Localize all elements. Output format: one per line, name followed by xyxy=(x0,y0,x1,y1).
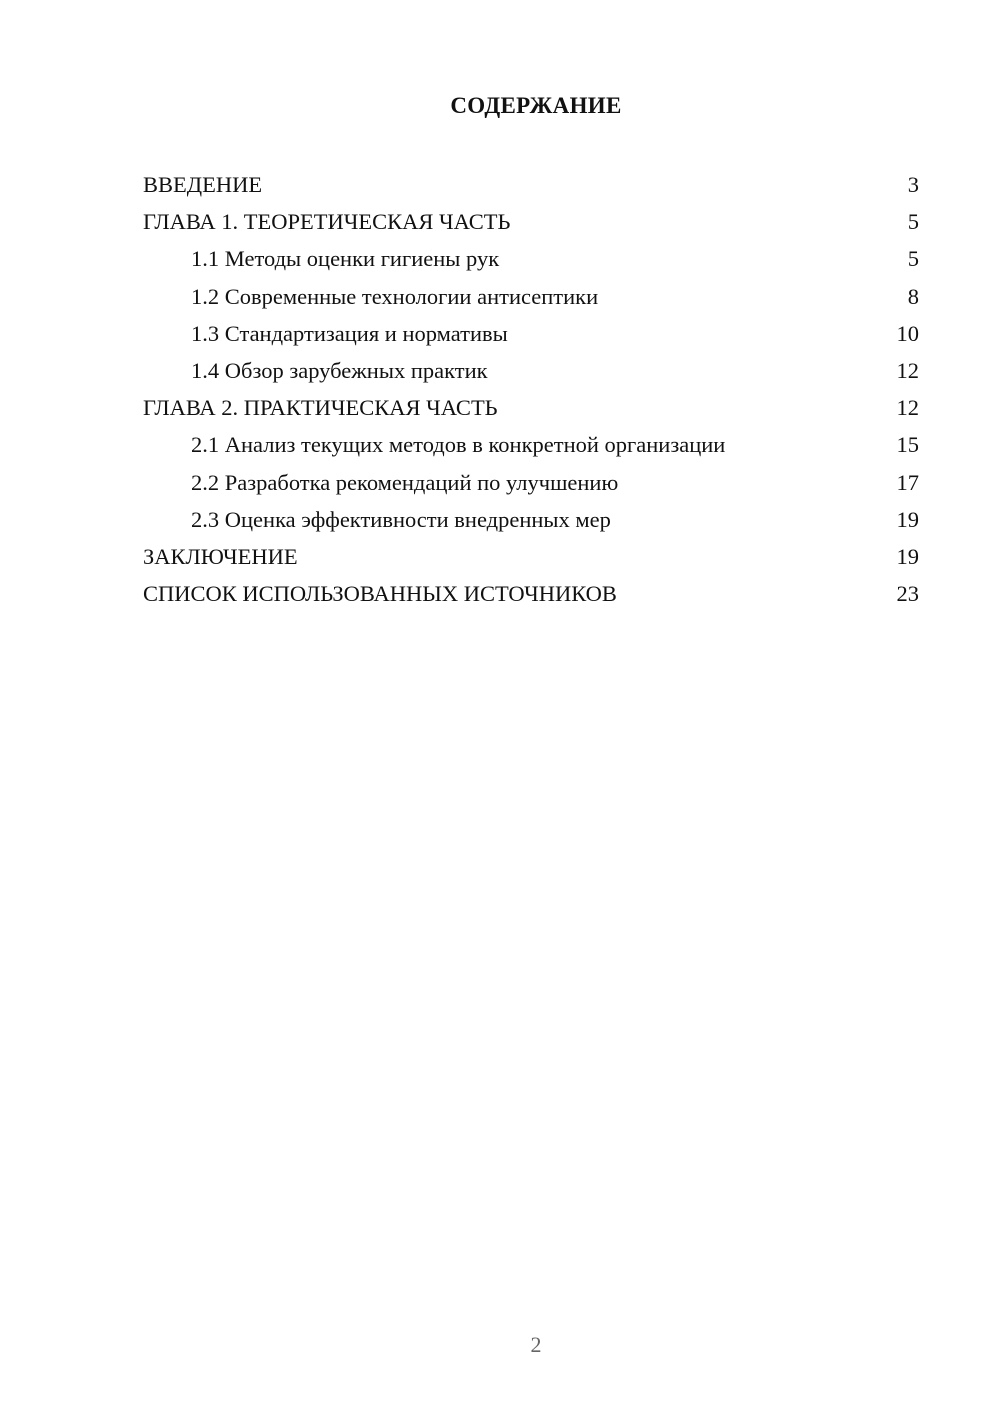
toc-entry-page: 3 xyxy=(907,172,919,197)
toc-entry-section-1-3[interactable] xyxy=(143,315,919,352)
toc-entry-section-2-3[interactable] xyxy=(143,501,919,538)
toc-entry-label: 2.2 Разработка рекомендаций по улучшению xyxy=(191,469,619,495)
toc-entry-page: 19 xyxy=(896,543,919,569)
toc-entry-label: ГЛАВА 1. ТЕОРЕТИЧЕСКАЯ ЧАСТЬ xyxy=(143,209,511,235)
toc-entry-page: 12 xyxy=(896,395,919,421)
toc-entry-label: СПИСОК ИСПОЛЬЗОВАННЫХ ИСТОЧНИКОВ xyxy=(143,581,617,607)
toc-entry-label: ВВЕДЕНИЕ xyxy=(143,172,263,197)
table-of-contents xyxy=(143,166,919,612)
toc-entry-label: 2.3 Оценка эффективности внедренных мер xyxy=(191,506,611,532)
toc-entry-label: 1.2 Современные технологии антисептики xyxy=(191,283,599,309)
toc-entry-page: 8 xyxy=(907,283,919,309)
toc-entry-label: 1.3 Стандартизация и нормативы xyxy=(191,320,508,346)
toc-entry-page: 5 xyxy=(907,209,919,235)
toc-entry-page: 15 xyxy=(896,432,919,458)
toc-entry-section-1-4[interactable] xyxy=(143,352,919,389)
toc-entry-section-2-1[interactable] xyxy=(143,426,919,463)
toc-entry-references[interactable] xyxy=(143,575,919,612)
toc-entry-section-1-1[interactable] xyxy=(143,240,919,277)
toc-entry-chapter-2[interactable] xyxy=(143,389,919,426)
toc-entry-chapter-1[interactable] xyxy=(143,203,919,240)
toc-entry-section-2-2[interactable] xyxy=(143,464,919,501)
toc-entry-page: 17 xyxy=(896,469,919,495)
toc-entry-label: 2.1 Анализ текущих методов в конкретной организации xyxy=(191,432,726,458)
toc-title: СОДЕРЖАНИЕ xyxy=(450,93,622,118)
toc-entry-label: ГЛАВА 2. ПРАКТИЧЕСКАЯ ЧАСТЬ xyxy=(143,395,498,421)
toc-entry-page: 5 xyxy=(907,246,919,272)
toc-entry-label: 1.4 Обзор зарубежных практик xyxy=(191,357,488,383)
toc-entry-page: 10 xyxy=(896,320,919,346)
toc-entry-page: 19 xyxy=(896,506,919,532)
toc-entry-page: 12 xyxy=(896,357,919,383)
toc-entry-page: 23 xyxy=(896,581,919,607)
toc-entry-conclusion[interactable] xyxy=(143,538,919,575)
toc-entry-label: ЗАКЛЮЧЕНИЕ xyxy=(143,543,298,569)
page-number: 2 xyxy=(530,1332,542,1357)
toc-entry-section-1-2[interactable] xyxy=(143,278,919,315)
toc-entry-introduction[interactable] xyxy=(143,166,919,203)
toc-entry-label: 1.1 Методы оценки гигиены рук xyxy=(191,246,500,272)
